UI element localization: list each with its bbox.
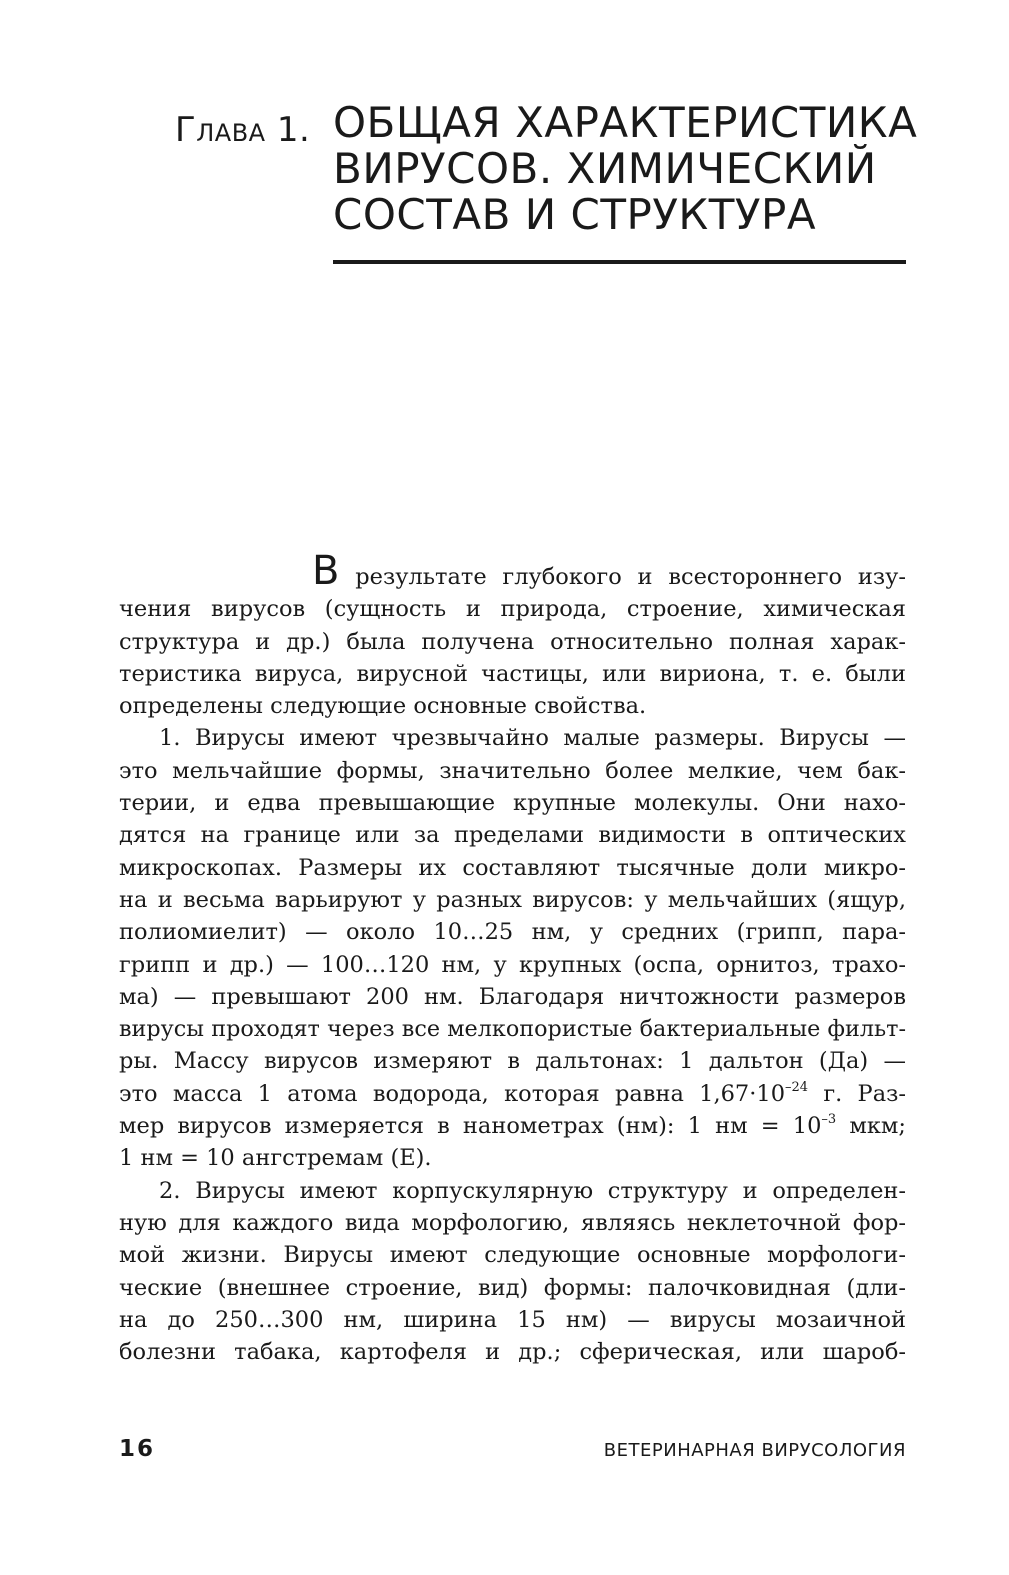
text-line: определены следующие основные свойства. xyxy=(119,693,647,720)
text-line: это мельчайшие формы, значительно более мелкие, чем бак- xyxy=(119,757,906,784)
chapter-title xyxy=(333,98,918,239)
text-line: болезни табака, картофеля и др.; сферическая, или шароб- xyxy=(119,1339,906,1366)
text-line: ры. Массу вирусов измеряют в дальтонах: 1 дальтон (Да) — xyxy=(119,1048,906,1075)
text-line: 1 нм = 10 ангстремам (Е). xyxy=(119,1145,432,1172)
text-line: дятся на границе или за пределами видимости в оптических xyxy=(119,822,906,849)
text-line: ческие (внешнее строение, вид) формы: палочковидная (дли- xyxy=(119,1274,906,1301)
text-line: мой жизни. Вирусы имеют следующие основные морфологи- xyxy=(119,1242,906,1269)
text-line: терии, и едва превышающие крупные молекулы. Они нахо- xyxy=(119,790,906,817)
paragraph-2 xyxy=(119,1175,906,1369)
heading-rule xyxy=(333,260,906,264)
text-line: теристика вируса, вирусной частицы, или вириона, т. е. были xyxy=(119,660,906,687)
page-footer xyxy=(119,1436,906,1466)
text-line: В результате глубокого и всестороннего изу- xyxy=(312,548,906,594)
text-line: микроскопах. Размеры их составляют тысячные доли микро- xyxy=(119,854,906,881)
chapter-title-line: ВИРУСОВ. ХИМИЧЕСКИЙ xyxy=(333,144,877,193)
text-line: структура и др.) была получена относительно полная харак- xyxy=(119,628,906,655)
text-line: ную для каждого вида морфологию, являясь неклеточной фор- xyxy=(119,1209,906,1236)
drop-cap: В xyxy=(312,548,340,594)
text-line: чения вирусов (сущность и природа, строение, химическая xyxy=(119,596,906,623)
text-line: полиомиелит) — около 10…25 нм, у средних (грипп, пара- xyxy=(119,919,906,946)
text-line: грипп и др.) — 100…120 нм, у крупных (оспа, орнитоз, трахо- xyxy=(119,951,906,978)
text-line: ма) — превышают 200 нм. Благодаря ничтожности размеров xyxy=(119,983,906,1010)
chapter-title-line: ОБЩАЯ ХАРАКТЕРИСТИКА xyxy=(333,98,918,147)
page-number: 16 xyxy=(119,1436,156,1462)
paragraph-1 xyxy=(119,722,906,1174)
chapter-label: Глава 1. xyxy=(175,110,311,150)
text-line-mass: это масса 1 атома водорода, которая равна $1,67\cdot 10^{-24}$ г. Раз- xyxy=(119,1079,906,1107)
text-line: 1. Вирусы имеют чрезвычайно малые размеры. Вирусы — xyxy=(159,725,906,752)
text-line-size: мер вирусов измеряется в нанометрах (нм): 1 нм = $10^{-3}$ мкм; xyxy=(119,1112,906,1140)
text-line: на до 250…300 нм, ширина 15 нм) — вирусы мозаичной xyxy=(119,1306,906,1333)
running-title: ВЕТЕРИНАРНАЯ ВИРУСОЛОГИЯ xyxy=(603,1440,906,1461)
text-line: 2. Вирусы имеют корпускулярную структуру и определен- xyxy=(159,1177,906,1204)
body-text xyxy=(119,548,906,1368)
text-line: вирусы проходят через все мелкопористые бактериальные фильт- xyxy=(119,1016,906,1043)
text-line: на и весьма варьируют у разных вирусов: у мельчайших (ящур, xyxy=(119,886,906,913)
intro-paragraph xyxy=(119,548,906,722)
chapter-title-line: СОСТАВ И СТРУКТУРА xyxy=(333,190,817,239)
